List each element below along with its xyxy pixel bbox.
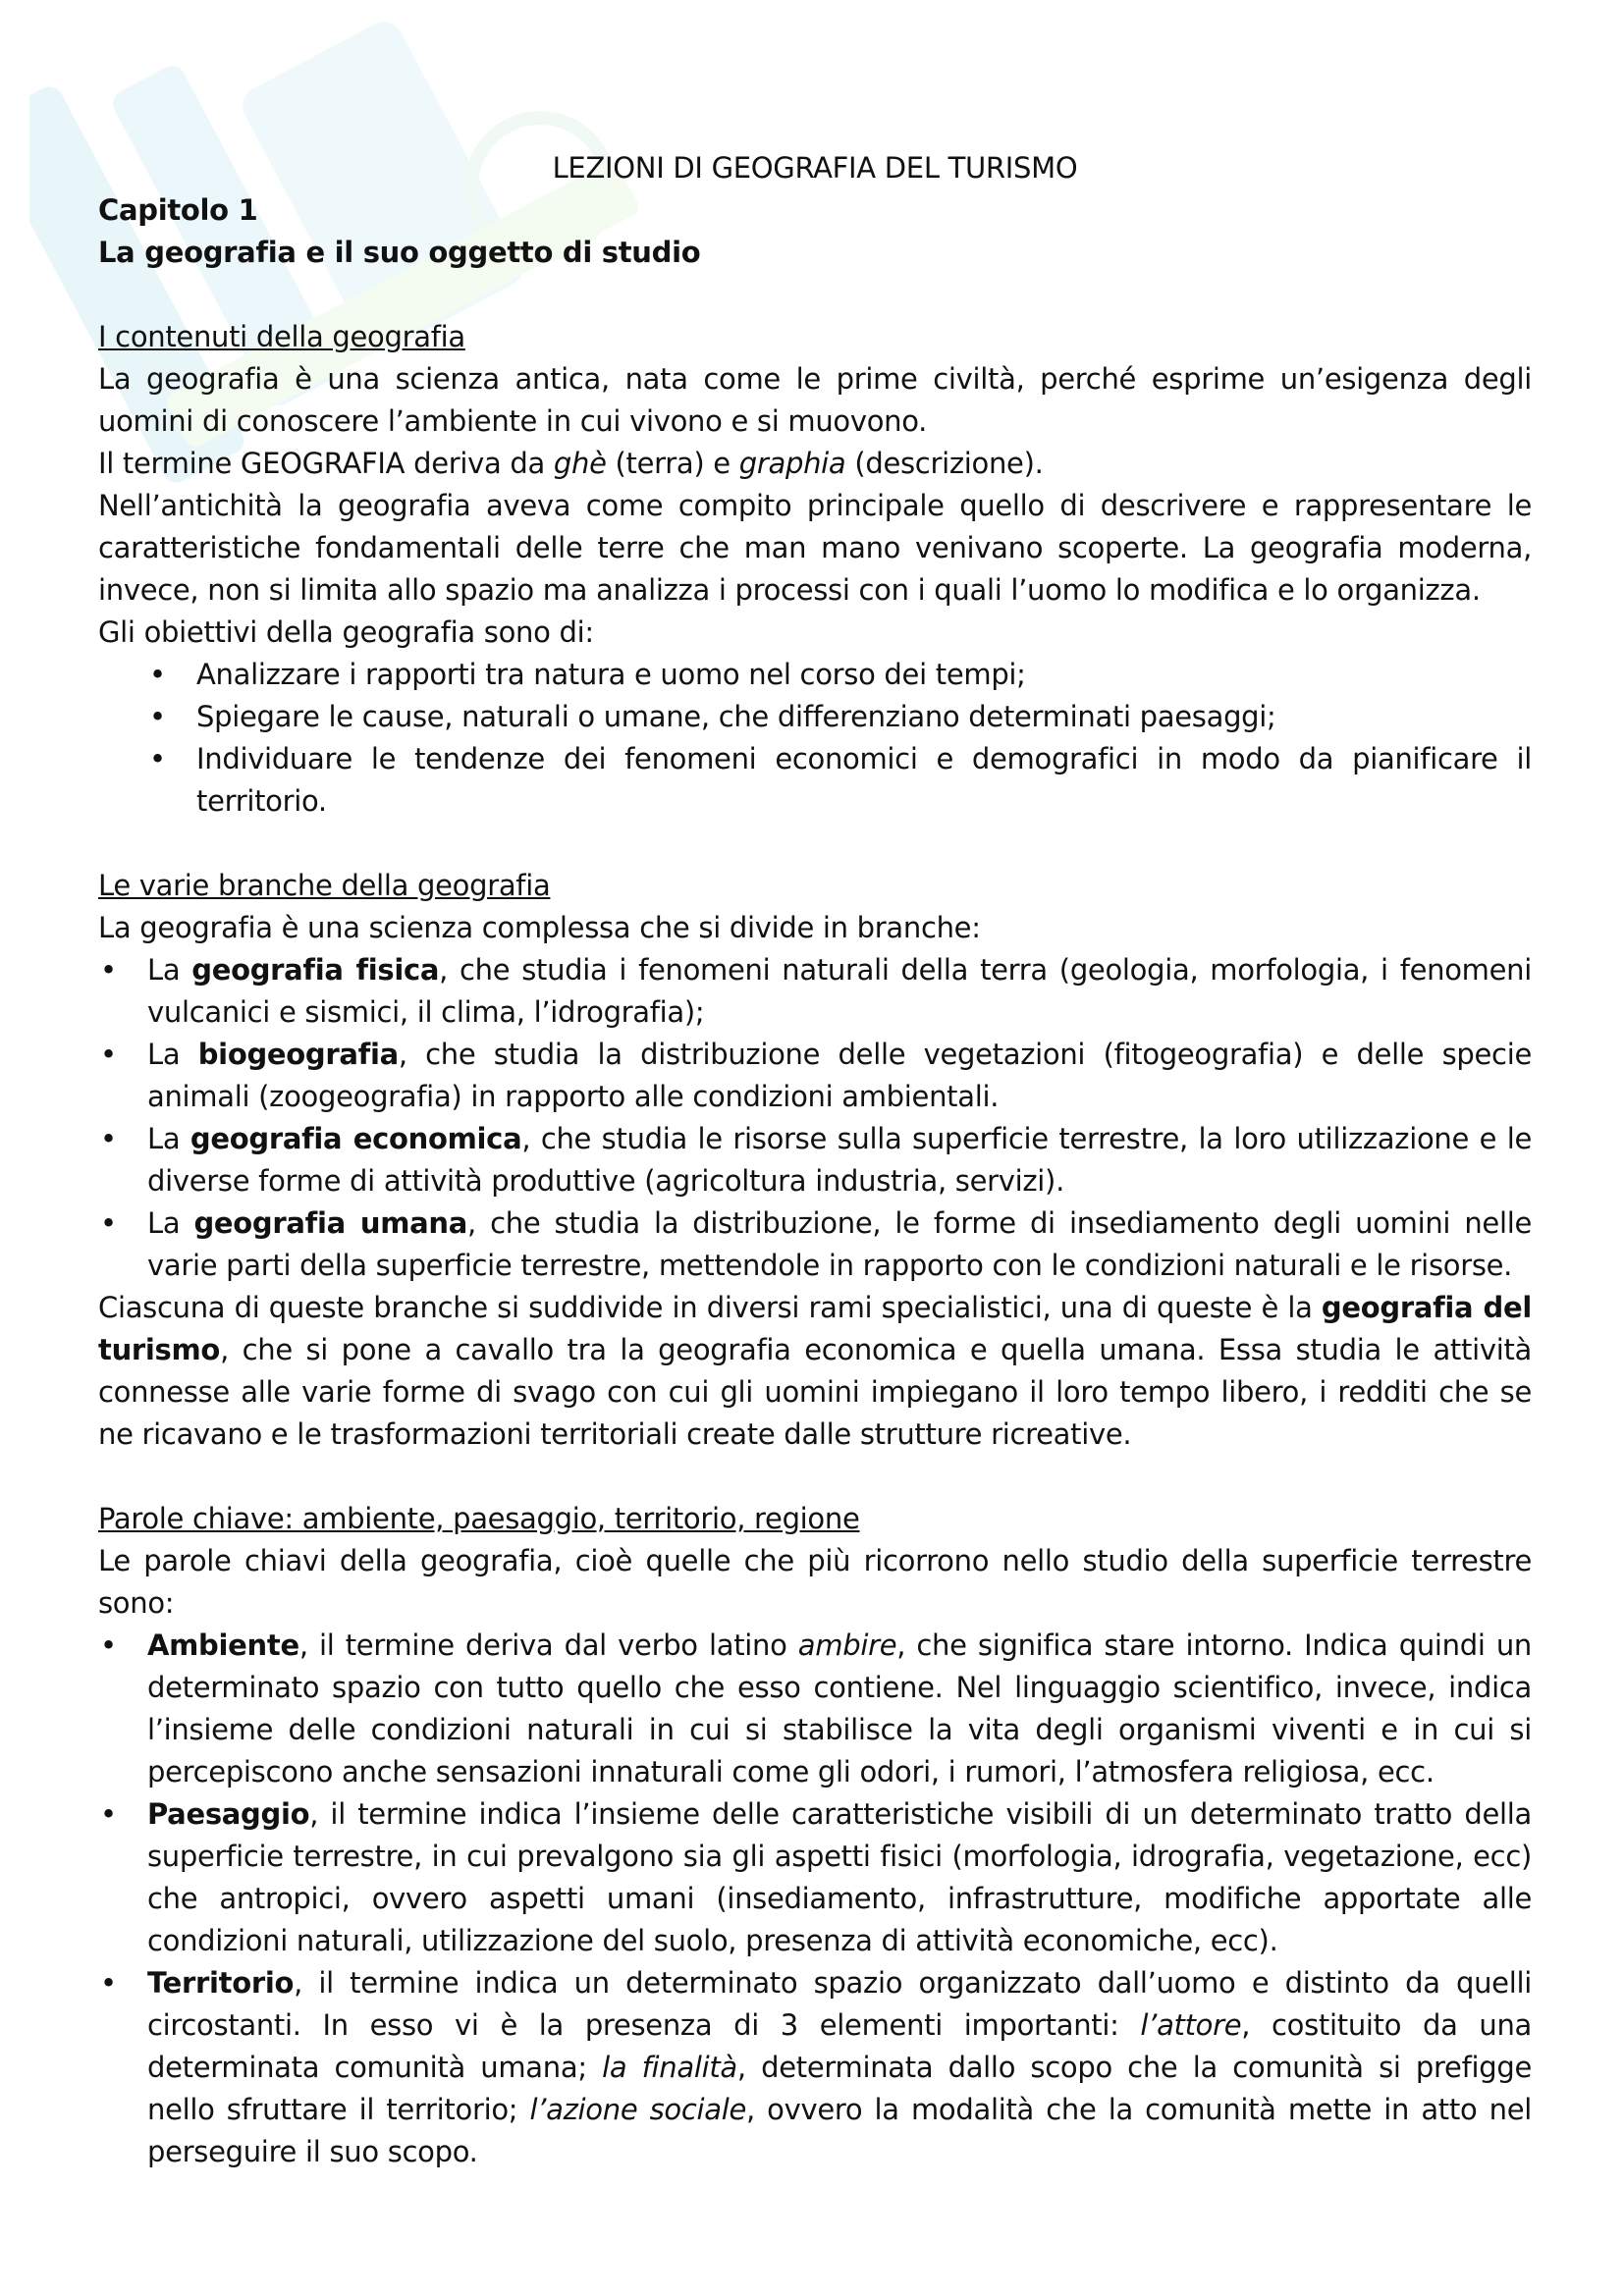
bullet-icon: • [149,742,166,775]
list-item: • Ambiente, il termine deriva dal verbo latino ambire, che significa stare intorno. Indica quindi un determinato spazio con tutto quello che esso contiene. Nel linguaggio scientifico, invece, indica l’insieme delle condizioni naturali in cui si stabilisce la vita degli organismi viventi e in cui si percepiscono anche sensazioni innaturali come gli odori, i rumori, l’atmosfera religiosa, ecc. [98,1625,1532,1793]
paragraph: Nell’antichità la geografia aveva come compito principale quello di descrivere e rappresentare le caratteristiche fondamentali delle terre che man mano venivano scoperte. La geografia moderna, invece, non si limita allo spazio ma analizza i processi con i quali l’uomo lo modifica e lo organizza. [98,489,1532,607]
list-item: • La geografia economica, che studia le risorse sulla superficie terrestre, la loro utilizzazione e le diverse forme di attività produttive (agricoltura industria, servizi). [98,1118,1532,1202]
section-heading-parole-chiave: Parole chiave: ambiente, paesaggio, territorio, regione [98,1502,860,1535]
bullet-icon: • [100,1038,117,1071]
paragraph: Il termine GEOGRAFIA deriva da ghè (terra) e graphia (descrizione). [98,447,1044,480]
list-item: • Territorio, il termine indica un determinato spazio organizzato dall’uomo e distinto da quelli circostanti. In esso vi è la presenza di 3 elementi importanti: l’attore, costituito da una determinata comunità umana; la finalità, determinata dallo scopo che la comunità si prefigge nello sfruttare il territorio; l’azione sociale, ovvero la modalità che la comunità mette in atto nel perseguire il suo scopo. [98,1962,1532,2173]
document-page [98,147,1532,2173]
chapter-number: Capitolo 1 [98,193,258,227]
bullet-icon: • [100,1797,117,1831]
bullet-icon: • [100,1966,117,2000]
section-heading-contenuti: I contenuti della geografia [98,320,465,353]
bullet-icon: • [100,1629,117,1662]
bullet-icon: • [100,953,117,987]
list-item: • La geografia umana, che studia la distribuzione, le forme di insediamento degli uomini nelle varie parti della superficie terrestre, mettendole in rapporto con le condizioni naturali e le risorse. [98,1202,1532,1287]
objectives-list [98,654,1532,823]
bullet-icon: • [100,1206,117,1240]
list-item: • Paesaggio, il termine indica l’insieme delle caratteristiche visibili di un determinato tratto della superficie terrestre, in cui prevalgono sia gli aspetti fisici (morfologia, idrografia, vegetazione, ecc) che antropici, ovvero aspetti umani (insediamento, infrastrutture, modifiche apportate alle condizioni naturali, utilizzazione del suolo, presenza di attività economiche, ecc). [98,1793,1532,1962]
paragraph: La geografia è una scienza antica, nata come le prime civiltà, perché esprime un’esigenza degli uomini di conoscere l’ambiente in cui vivono e si muovono. [98,362,1532,438]
branches-list [98,949,1532,1287]
term-ghe: ghè [553,447,607,480]
section-heading-branche: Le varie branche della geografia [98,869,551,902]
paragraph: Le parole chiavi della geografia, cioè quelle che più ricorrono nello studio della superficie terrestre sono: [98,1544,1532,1620]
list-item: • Individuare le tendenze dei fenomeni economici e demografici in modo da pianificare il territorio. [98,738,1532,823]
list-item: • Analizzare i rapporti tra natura e uomo nel corso dei tempi; [98,654,1532,696]
bullet-icon: • [149,658,166,691]
list-item: • La biogeografia, che studia la distribuzione delle vegetazioni (fitogeografia) e delle specie animali (zoogeografia) in rapporto alle condizioni ambientali. [98,1034,1532,1118]
keywords-list [98,1625,1532,2173]
bullet-icon: • [100,1122,117,1155]
term-geografia-del-turismo: geografia del turismo [98,1291,1532,1366]
list-item: • Spiegare le cause, naturali o umane, che differenziano determinati paesaggi; [98,696,1532,738]
paragraph: Ciascuna di queste branche si suddivide in diversi rami specialistici, una di queste è la geografia del turismo, che si pone a cavallo tra la geografia economica e quella umana. Essa studia le attività connesse alle varie forme di svago con cui gli uomini impiegano il loro tempo libero, i redditi che se ne ricavano e le trasformazioni territoriali create dalle strutture ricreative. [98,1291,1532,1451]
list-item: • La geografia fisica, che studia i fenomeni naturali della terra (geologia, morfologia, i fenomeni vulcanici e sismici, il clima, l’idrografia); [98,949,1532,1034]
objectives-intro: Gli obiettivi della geografia sono di: [98,615,594,649]
document-title: LEZIONI DI GEOGRAFIA DEL TURISMO [552,151,1078,185]
bullet-icon: • [149,700,166,733]
branches-intro: La geografia è una scienza complessa che si divide in branche: [98,911,981,944]
chapter-title: La geografia e il suo oggetto di studio [98,236,701,269]
term-graphia: graphia [738,447,846,480]
